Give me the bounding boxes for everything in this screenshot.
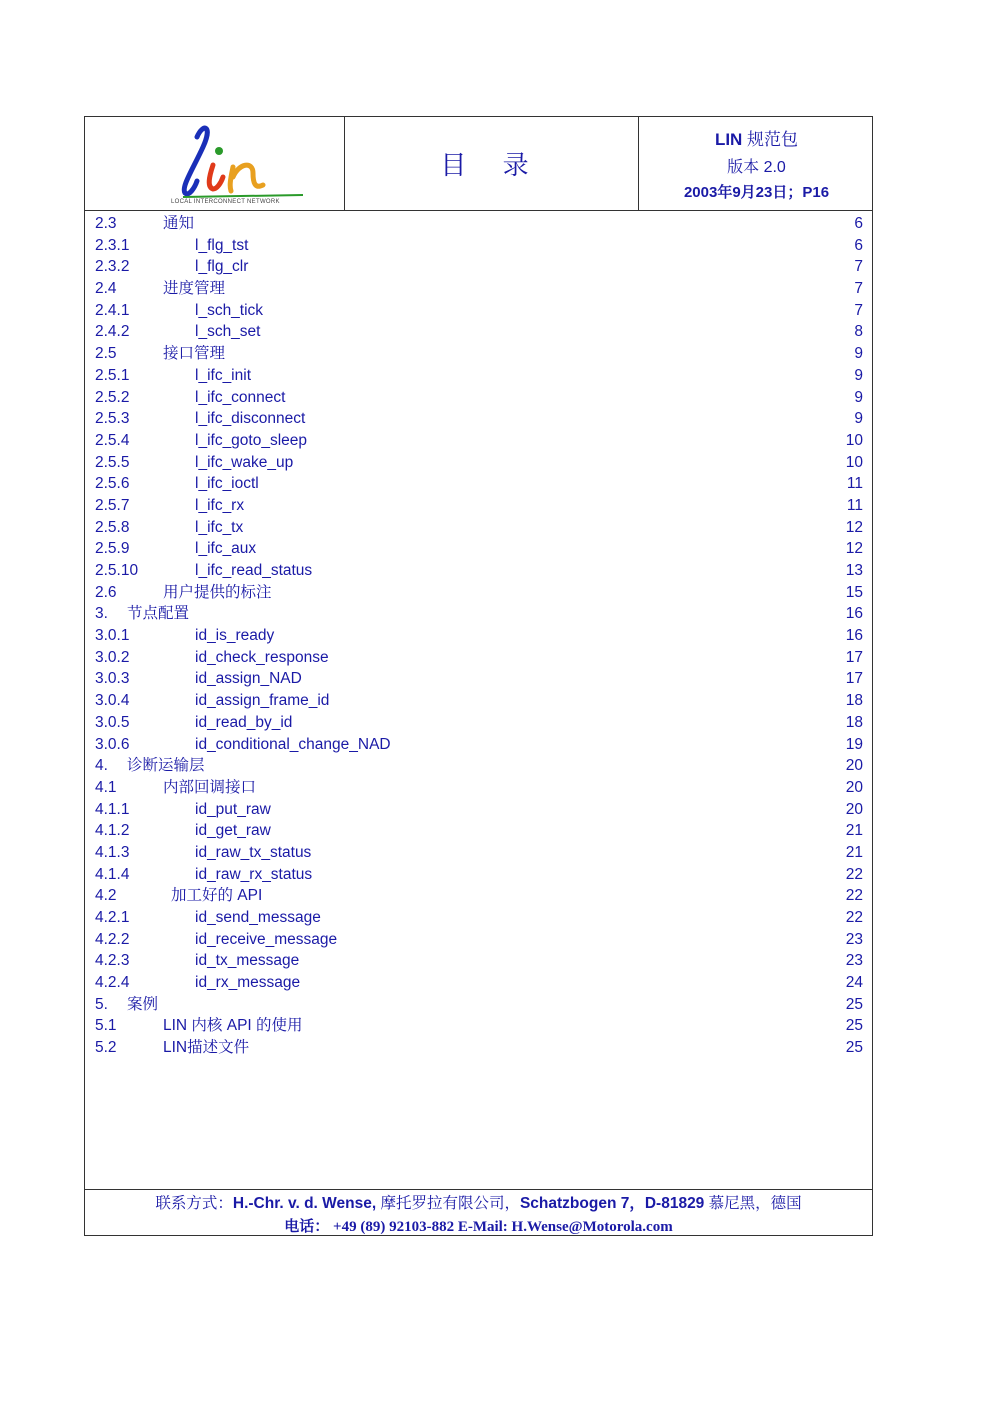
toc-entry[interactable]	[95, 343, 863, 365]
info-cell	[639, 117, 874, 210]
toc-entry-number: 3.0.2	[95, 648, 130, 666]
toc-entry-page: 9	[854, 388, 863, 406]
document-frame	[84, 116, 873, 1236]
toc-entry[interactable]	[95, 452, 863, 474]
logo-cell	[85, 117, 345, 210]
toc-entry-title: l_ifc_disconnect	[195, 410, 306, 428]
toc-entry-title: l_flg_clr	[195, 258, 249, 276]
toc-entry-title: l_ifc_wake_up	[195, 453, 294, 471]
toc-entry[interactable]	[95, 647, 863, 669]
toc-entry[interactable]	[95, 300, 863, 322]
toc-entry[interactable]	[95, 408, 863, 430]
toc-entry-number: 5.	[95, 995, 108, 1013]
toc-entry-page: 7	[854, 280, 863, 298]
toc-entry-number: 4.2.2	[95, 930, 130, 948]
toc-entry-page: 24	[845, 974, 863, 992]
toc-entry[interactable]	[95, 994, 863, 1016]
toc-entry-title: 内部回调接口	[163, 778, 257, 796]
toc-entry-page: 18	[845, 692, 863, 710]
toc-entry-title: l_ifc_ioctl	[195, 475, 259, 493]
doc-name: LIN 规范包	[714, 130, 799, 149]
toc-entry[interactable]	[95, 1015, 863, 1037]
toc-entry-title: id_assign_frame_id	[195, 692, 330, 710]
footer	[85, 1189, 872, 1237]
toc-entry-number: 3.0.5	[95, 713, 130, 731]
toc-entry-page: 22	[845, 887, 863, 905]
toc-entry-page: 20	[845, 800, 863, 818]
toc-entry-title: l_flg_tst	[195, 236, 249, 254]
toc-entry-number: 2.5.5	[95, 453, 130, 471]
toc-entry[interactable]	[95, 972, 863, 994]
toc-entry-title: 节点配置	[127, 605, 190, 623]
toc-entry[interactable]	[95, 690, 863, 712]
toc-entry[interactable]	[95, 842, 863, 864]
toc-entry-title: l_ifc_init	[195, 366, 251, 384]
toc-entry-title: 案例	[127, 995, 159, 1013]
toc-entry[interactable]	[95, 538, 863, 560]
toc-entry-number: 4.1	[95, 778, 117, 796]
doc-date-page: 2003年9月23日；P16	[683, 184, 830, 201]
toc-entry-title: id_read_by_id	[195, 713, 293, 731]
toc-entry-number: 4.2.3	[95, 952, 130, 970]
toc-entry-number: 3.	[95, 605, 108, 623]
toc-entry-number: 2.5.10	[95, 562, 139, 579]
toc-entry[interactable]	[95, 777, 863, 799]
toc-entry-number: 2.5.9	[95, 540, 130, 558]
toc-entry-page: 9	[854, 345, 863, 363]
toc-entry-title: id_put_raw	[195, 800, 271, 818]
toc-entry-number: 4.2.1	[95, 909, 130, 926]
toc-entry-page: 12	[845, 518, 863, 536]
toc-entry[interactable]	[95, 365, 863, 387]
toc-entry-number: 2.5.8	[95, 518, 130, 536]
toc-entry-page: 20	[845, 757, 863, 775]
toc-entry-page: 21	[845, 843, 863, 861]
toc-entry-title: id_get_raw	[195, 822, 271, 840]
toc-entry-number: 2.6	[95, 583, 117, 601]
toc-entry-page: 11	[846, 475, 863, 493]
toc-entry-number: 3.0.3	[95, 670, 130, 688]
toc-entry[interactable]	[95, 1037, 863, 1059]
toc-entry-page: 7	[854, 258, 863, 276]
toc-entry-page: 25	[845, 1039, 863, 1057]
toc-entry-page: 23	[845, 952, 863, 970]
toc-entry-title: id_tx_message	[195, 952, 300, 970]
toc-entry-title: LIN 内核 API 的使用	[163, 1017, 303, 1035]
toc-entry[interactable]	[95, 582, 863, 604]
toc-entry[interactable]	[95, 864, 863, 886]
doc-version: 版本 2.0	[727, 159, 786, 176]
toc-entry[interactable]	[95, 603, 863, 625]
toc-entry-page: 9	[854, 410, 863, 428]
toc-entry-number: 2.3	[95, 215, 117, 232]
toc-entry[interactable]	[95, 495, 863, 517]
toc-entry-number: 5.2	[95, 1039, 117, 1057]
header-table	[85, 117, 872, 211]
toc-entry-page: 18	[845, 713, 863, 731]
toc-entry[interactable]	[95, 712, 863, 734]
toc-entry-page: 9	[854, 366, 863, 384]
toc-entry-page: 10	[845, 453, 863, 471]
toc-entry-title: l_sch_set	[195, 323, 261, 341]
toc-entry-number: 4.2	[95, 887, 117, 905]
toc-entry-page: 22	[845, 865, 863, 883]
toc-entry-page: 10	[845, 431, 863, 449]
toc-entry-number: 2.4.1	[95, 301, 130, 319]
toc-entry-title: id_conditional_change_NAD	[195, 735, 391, 753]
toc-entry-title: l_ifc_tx	[195, 518, 244, 536]
toc-entry-title: l_ifc_goto_sleep	[195, 431, 308, 449]
toc-entry-title: 用户提供的标注	[163, 583, 272, 601]
toc-entry[interactable]	[95, 799, 863, 821]
toc-entry-number: 5.1	[95, 1017, 117, 1035]
toc-entry-number: 4.2.4	[95, 974, 130, 992]
toc-entry[interactable]	[95, 929, 863, 951]
toc-entry-number: 4.1.3	[95, 843, 130, 861]
toc-entry-number: 2.4	[95, 280, 117, 298]
toc-entry[interactable]	[95, 907, 863, 929]
toc-entry-title: l_sch_tick	[195, 301, 264, 319]
toc-entry-title: id_assign_NAD	[195, 670, 302, 688]
toc-entry-number: 2.5.3	[95, 410, 130, 428]
toc-entry-page: 7	[854, 301, 863, 319]
toc-entry-page: 16	[845, 605, 863, 623]
toc-entry-title: 通知	[163, 215, 195, 232]
toc-entry-title: LIN描述文件	[163, 1039, 250, 1057]
toc-entry-page: 25	[845, 1017, 863, 1035]
toc-entry-title: 诊断运输层	[127, 757, 205, 775]
toc-entry[interactable]	[95, 213, 863, 235]
toc-entry-page: 8	[854, 323, 863, 341]
toc-entry[interactable]	[95, 235, 863, 257]
toc-entry-page: 17	[845, 670, 863, 688]
toc-entry[interactable]	[95, 321, 863, 343]
logo-caption: LOCAL INTERCONNECT NETWORK	[171, 199, 280, 205]
toc-entry-page: 23	[845, 930, 863, 948]
toc-entry-page: 11	[846, 496, 863, 514]
toc-entry-title: id_is_ready	[195, 627, 275, 645]
table-of-contents	[95, 213, 863, 1059]
toc-entry[interactable]	[95, 387, 863, 409]
toc-entry-number: 3.0.4	[95, 692, 130, 710]
toc-entry-page: 13	[845, 562, 863, 579]
toc-entry-number: 4.1.4	[95, 865, 130, 883]
toc-entry[interactable]	[95, 517, 863, 539]
toc-entry-page: 22	[845, 909, 863, 926]
toc-entry-number: 2.5.1	[95, 366, 130, 384]
toc-entry-page: 15	[845, 583, 863, 601]
toc-entry-number: 2.5	[95, 345, 117, 363]
toc-entry-number: 2.5.2	[95, 388, 130, 406]
toc-entry-title: id_raw_rx_status	[195, 865, 313, 883]
toc-entry-title: l_ifc_aux	[195, 540, 257, 558]
toc-entry-page: 21	[845, 822, 863, 840]
toc-entry-number: 2.3.2	[95, 258, 130, 276]
toc-entry-page: 19	[845, 735, 863, 753]
toc-entry-page: 25	[845, 995, 863, 1013]
toc-entry-page: 16	[845, 627, 863, 645]
toc-entry-page: 17	[845, 648, 863, 666]
toc-entry-page: 12	[845, 540, 863, 558]
toc-entry-number: 2.5.7	[95, 496, 130, 514]
toc-entry-title: l_ifc_rx	[195, 496, 245, 514]
toc-entry-title: l_ifc_read_status	[195, 562, 313, 579]
page-title: 目 录	[440, 151, 543, 181]
toc-entry[interactable]	[95, 950, 863, 972]
toc-entry-number: 3.0.1	[95, 627, 130, 645]
toc-entry[interactable]	[95, 430, 863, 452]
toc-entry-title: 加工好的 API	[171, 887, 263, 905]
title-cell	[345, 117, 639, 210]
toc-entry-title: id_rx_message	[195, 974, 301, 992]
footer-contact: 联系方式：H.-Chr. v. d. Wense, 摩托罗拉有限公司，Schatzbogen 7，D-81829 慕尼黑，德国	[155, 1195, 802, 1212]
toc-entry-page: 6	[854, 215, 863, 232]
toc-entry[interactable]	[95, 560, 863, 582]
toc-entry[interactable]	[95, 278, 863, 300]
toc-entry-number: 4.1.1	[95, 800, 130, 818]
toc-entry-title: l_ifc_connect	[195, 388, 286, 406]
toc-entry[interactable]	[95, 734, 863, 756]
toc-entry-page: 6	[854, 236, 863, 254]
toc-entry-number: 2.5.6	[95, 475, 130, 493]
toc-entry[interactable]	[95, 755, 863, 777]
toc-entry-number: 4.1.2	[95, 822, 130, 840]
toc-entry-number: 4.	[95, 757, 108, 775]
toc-entry-number: 2.3.1	[95, 236, 130, 254]
toc-entry-number: 2.5.4	[95, 431, 130, 449]
toc-entry[interactable]	[95, 625, 863, 647]
toc-entry-title: 进度管理	[163, 280, 226, 298]
toc-entry-title: id_receive_message	[195, 930, 338, 948]
footer-phone-email: 电话： +49 (89) 92103-882 E-Mail: H.Wense@Motorola.com	[284, 1219, 673, 1235]
toc-entry-number: 2.4.2	[95, 323, 130, 341]
toc-entry-title: id_check_response	[195, 648, 329, 666]
toc-entry-title: 接口管理	[163, 345, 226, 363]
toc-entry[interactable]	[95, 256, 863, 278]
toc-entry-title: id_send_message	[195, 909, 321, 926]
toc-entry-page: 20	[845, 778, 863, 796]
lin-logo-icon	[85, 117, 345, 210]
toc-entry[interactable]	[95, 820, 863, 842]
toc-entry-number: 3.0.6	[95, 735, 130, 753]
toc-entry[interactable]	[95, 668, 863, 690]
toc-entry[interactable]	[95, 885, 863, 907]
toc-entry[interactable]	[95, 473, 863, 495]
toc-entry-title: id_raw_tx_status	[195, 843, 312, 861]
